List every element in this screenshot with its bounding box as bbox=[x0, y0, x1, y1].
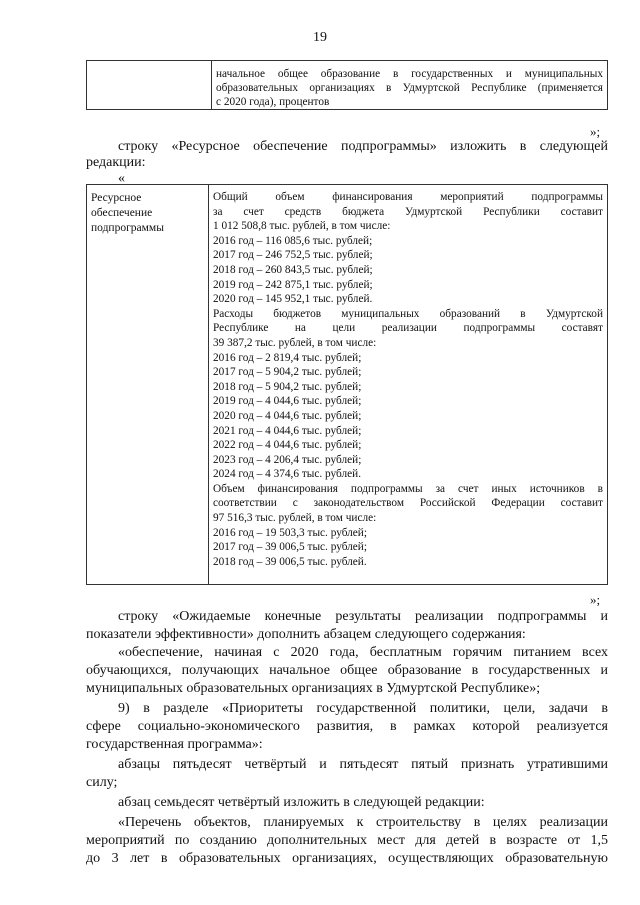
paragraph-line: «обеспечение, начиная с 2020 года, бесплатным горячим питанием всех bbox=[118, 645, 608, 660]
content-line: 39 387,2 тыс. рублей, в том числе: bbox=[213, 336, 377, 349]
paragraph-line: строку «Ожидаемые конечные результаты реализации подпрограммы и bbox=[118, 609, 608, 624]
paragraph-line: 9) в разделе «Приоритеты государственной политики, цели, задачи в bbox=[118, 701, 608, 716]
content-line: Расходы бюджетов муниципальных образований в Удмуртской bbox=[213, 307, 603, 320]
content-line: за счет средств бюджета Удмуртской Республики составит bbox=[213, 205, 603, 218]
content-line: 2020 год – 4 044,6 тыс. рублей; bbox=[213, 409, 362, 422]
paragraph-line: муниципальных образовательных организациях в Удмуртской Республике»; bbox=[86, 681, 541, 696]
closing-quote: »; bbox=[590, 592, 601, 607]
paragraph-line: до 3 лет в образовательных организациях, осуществляющих образовательную bbox=[86, 851, 608, 866]
top-table-line: начальное общее образование в государственных и муниципальных bbox=[216, 68, 603, 80]
content-line: 2023 год – 4 206,4 тыс. рублей; bbox=[213, 453, 362, 466]
content-line: 97 516,3 тыс. рублей, в том числе: bbox=[213, 512, 377, 525]
label-line: обеспечение bbox=[91, 207, 153, 219]
content-line: 2019 год – 4 044,6 тыс. рублей; bbox=[213, 395, 362, 408]
resource-table bbox=[86, 184, 608, 585]
content-line: 2016 год – 116 085,6 тыс. рублей; bbox=[213, 234, 373, 247]
content-line: соответствии с законодательством Российской Федерации составит bbox=[213, 497, 603, 510]
content-line: 2022 год – 4 044,6 тыс. рублей; bbox=[213, 439, 362, 452]
content-line: 2021 год – 4 044,6 тыс. рублей; bbox=[213, 424, 362, 437]
content-line: Объем финансирования подпрограммы за счет иных источников в bbox=[213, 482, 603, 495]
resource-table-label-cell bbox=[87, 185, 209, 584]
content-line: 2018 год – 5 904,2 тыс. рублей; bbox=[213, 380, 362, 393]
content-line: 2017 год – 39 006,5 тыс. рублей; bbox=[213, 541, 367, 554]
page-number: 19 bbox=[313, 30, 327, 45]
content-line: 2016 год – 19 503,3 тыс. рублей; bbox=[213, 526, 367, 539]
label-line: Ресурсное bbox=[91, 192, 142, 204]
paragraph-line: мероприятий по созданию дополнительных мест для детей в возрасте от 1,5 bbox=[86, 833, 608, 848]
content-line: 2016 год – 2 819,4 тыс. рублей; bbox=[213, 351, 362, 364]
paragraph-line: строку «Ресурсное обеспечение подпрограммы» изложить в следующей bbox=[118, 139, 608, 154]
content-line: 2020 год – 145 952,1 тыс. рублей. bbox=[213, 293, 373, 306]
opening-quote: « bbox=[118, 171, 125, 186]
content-line: 2018 год – 260 843,5 тыс. рублей; bbox=[213, 263, 373, 276]
content-line: Общий объем финансирования мероприятий подпрограммы bbox=[213, 191, 603, 203]
top-table-col1 bbox=[87, 61, 212, 109]
content-line: 2018 год – 39 006,5 тыс. рублей. bbox=[213, 555, 367, 568]
content-line: 2019 год – 242 875,1 тыс. рублей; bbox=[213, 278, 373, 291]
paragraph-line: показатели эффективности» дополнить абзацем следующего содержания: bbox=[86, 627, 526, 642]
resource-table-content-cell bbox=[209, 185, 607, 584]
content-line: Республике на цели реализации подпрограммы составят bbox=[213, 322, 603, 335]
paragraph-line: обучающихся, получающих начальное общее образование в государственных и bbox=[86, 663, 608, 678]
paragraph-line: государственная программа»: bbox=[86, 737, 263, 752]
closing-quote: »; bbox=[590, 124, 601, 139]
top-table-line: образовательных организациях в Удмуртской Республике (применяется bbox=[216, 82, 603, 94]
content-line: 2017 год – 246 752,5 тыс. рублей; bbox=[213, 249, 373, 262]
content-line: 1 012 508,8 тыс. рублей, в том числе: bbox=[213, 220, 391, 233]
top-table-col2 bbox=[212, 61, 607, 109]
paragraph-line: «Перечень объектов, планируемых к строительству в целях реализации bbox=[118, 815, 608, 830]
label-line: подпрограммы bbox=[91, 222, 164, 234]
paragraph-line: абзац семьдесят четвёртый изложить в следующей редакции: bbox=[118, 795, 485, 810]
top-table-line: с 2020 года), процентов bbox=[216, 96, 330, 108]
paragraph-line: абзацы пятьдесят четвёртый и пятьдесят пятый признать утратившими bbox=[118, 757, 608, 772]
paragraph-line: редакции: bbox=[86, 155, 146, 170]
content-line: 2024 год – 4 374,6 тыс. рублей. bbox=[213, 468, 362, 481]
paragraph-line: силу; bbox=[86, 775, 118, 790]
paragraph-line: сфере социально-экономического развития, в рамках которой реализуется bbox=[86, 719, 608, 734]
content-line: 2017 год – 5 904,2 тыс. рублей; bbox=[213, 366, 362, 379]
top-table bbox=[86, 60, 608, 110]
